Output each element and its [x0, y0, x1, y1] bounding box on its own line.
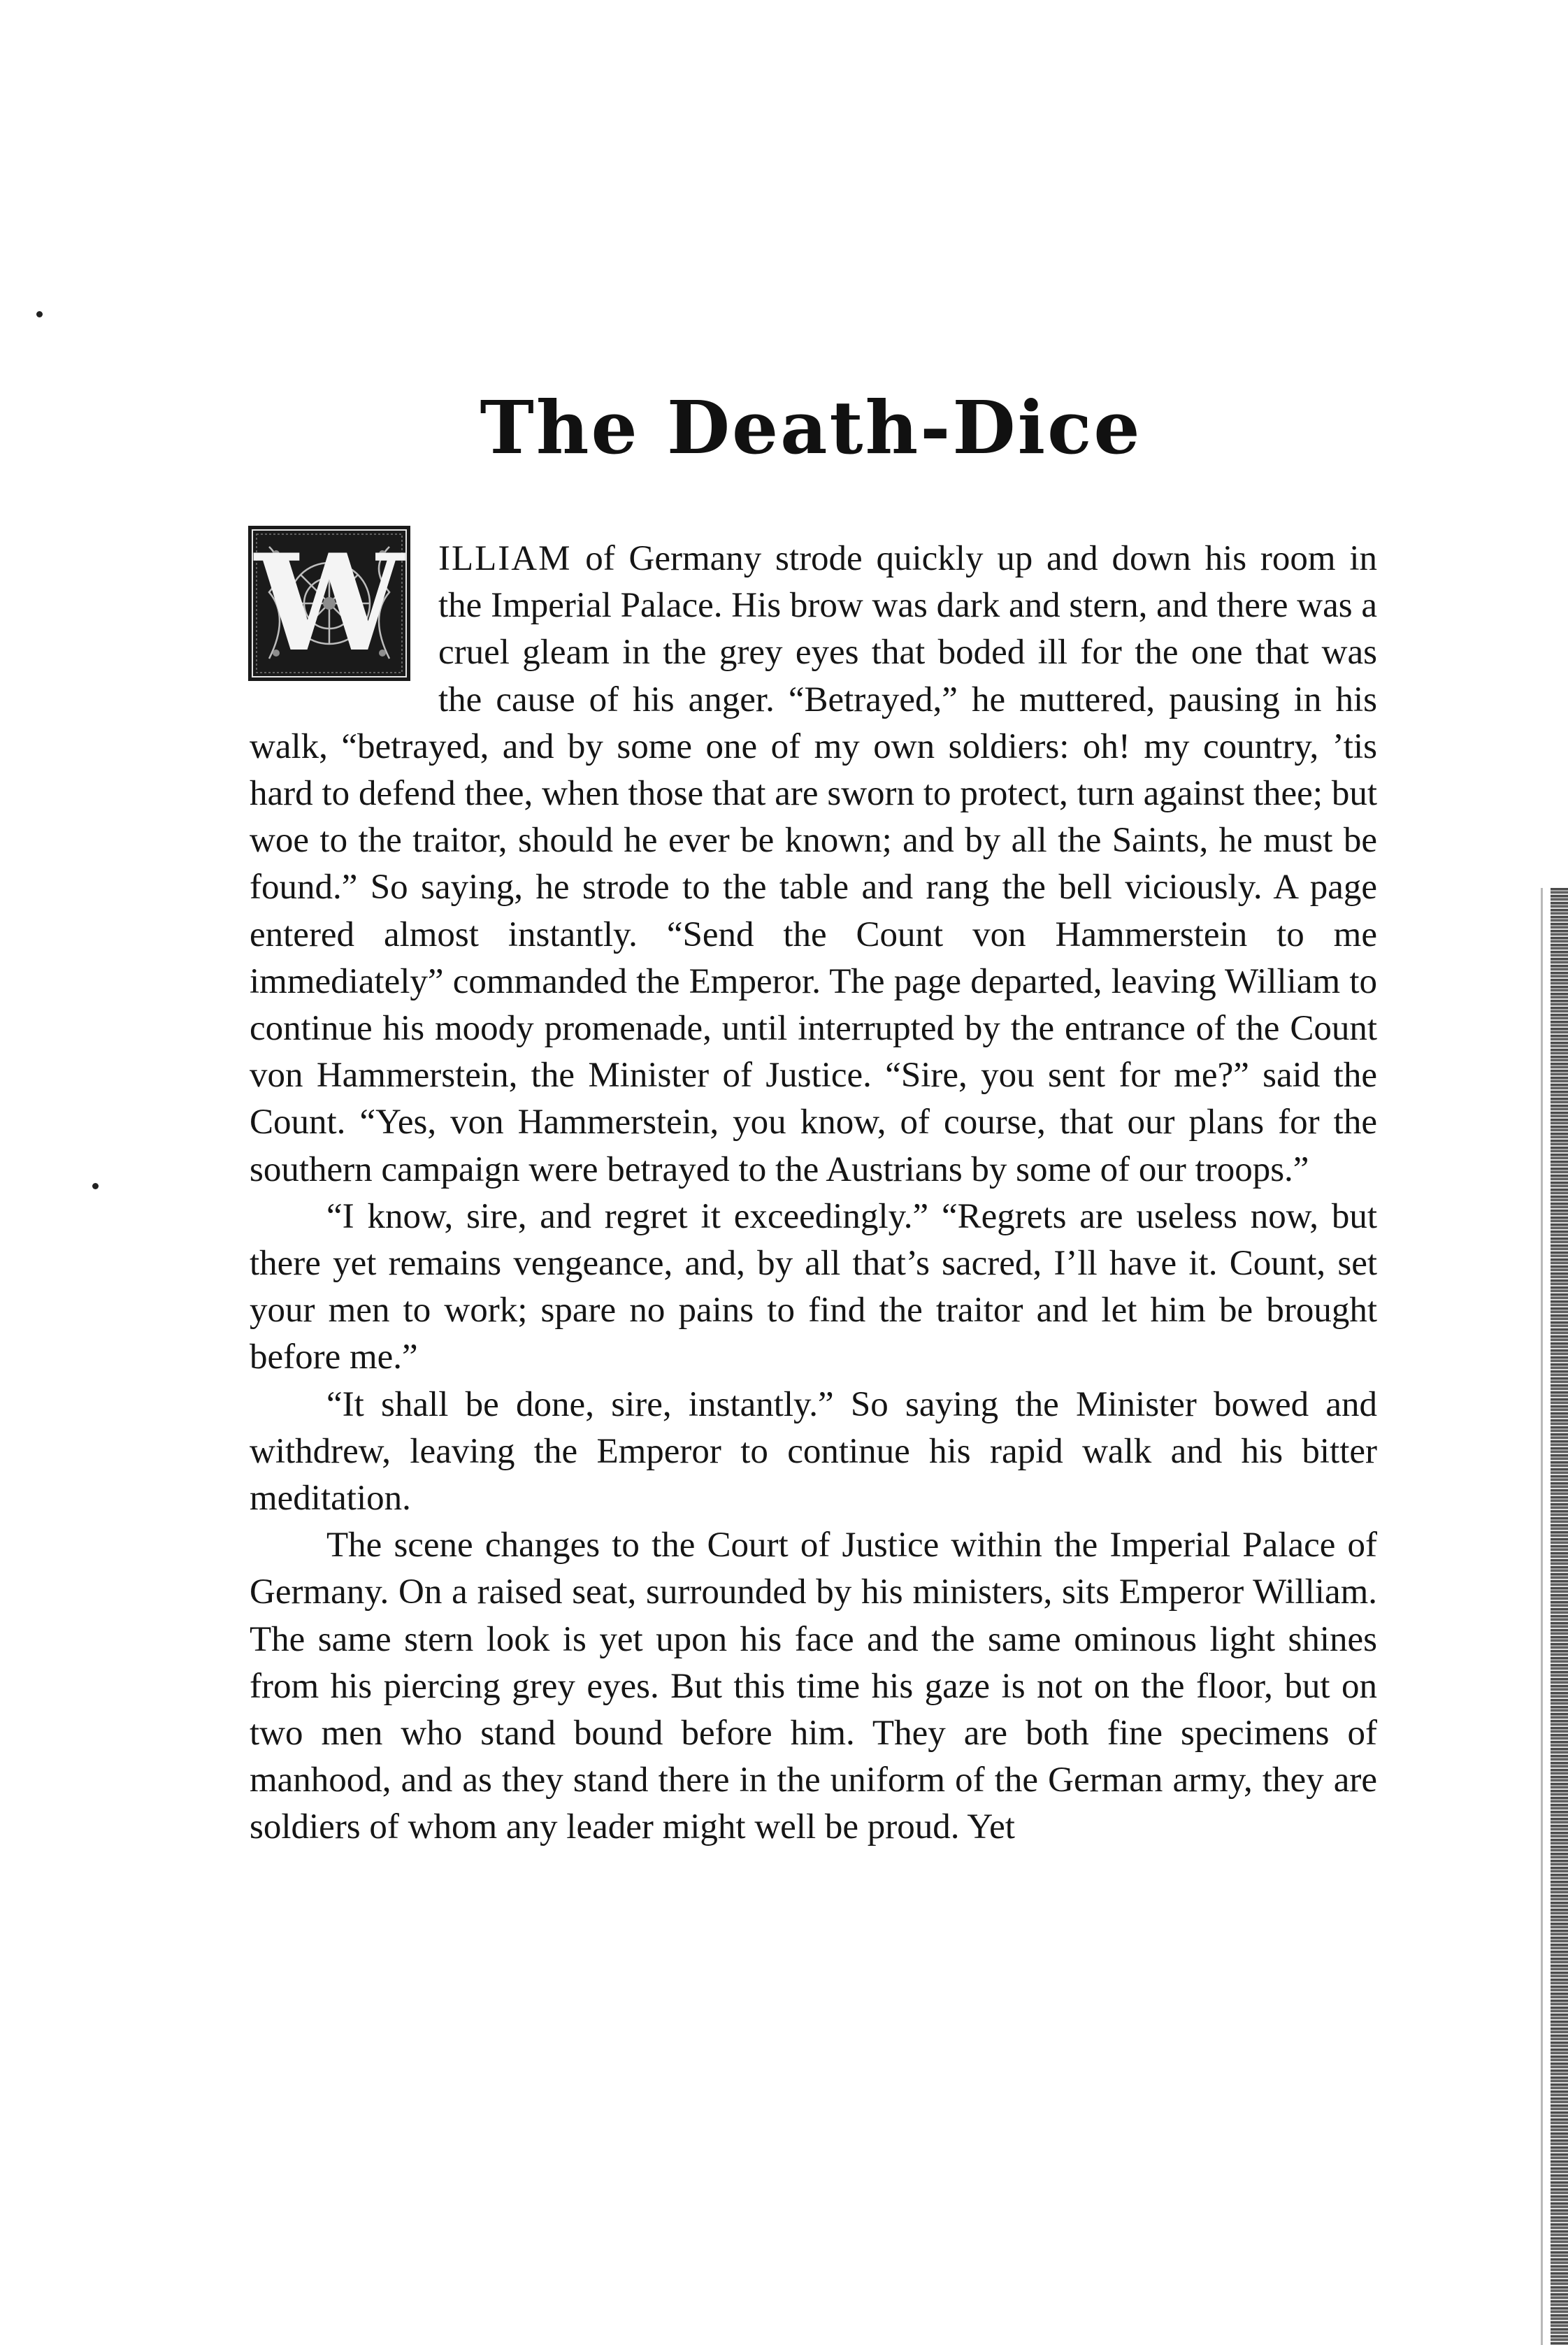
page-title: The Death-Dice [480, 385, 1142, 471]
paragraph-4: The scene changes to the Court of Justice within the Imperial Palace of Germany. On a raised seat, surrounded by his ministers, sits Emperor William. The same stern look is yet upon his face and the same ominous light shines from his piercing grey eyes. But this time his gaze is not on the floor, but on two men who stand bound before him. They are both fine specimens of manhood, and as they stand there in the uniform of the German army, they are soldiers of whom any leader might well be proud. Yet [250, 1526, 1377, 1847]
stray-ink-dot [36, 311, 43, 317]
paragraph-3: “It shall be done, sire, instantly.” So saying the Minister bowed and withdrew, leaving the Emperor to continue his rapid walk and his bitter meditation. [250, 1384, 1377, 1519]
body-text [250, 536, 1377, 1851]
paragraph-1-body: of Germany strode quickly up and down his room in the Imperial Palace. His brow was dark and stern, and there was a cruel gleam in the grey eyes that boded ill for the one that was the cause of his anger. “Betrayed,” he muttered, pausing in his walk, “betrayed, and by some one of my own soldiers: oh! my country, ’tis hard to defend thee, when those that are sworn to protect, turn against thee; but woe to the traitor, should he ever be known; and by all the Saints, he must be found.” So saying, he strode to the table and rang the bell viciously. A page entered almost instantly. “Send the Count von Hammerstein to me immediately” commanded the Emperor. The page departed, leaving William to continue his moody promenade, until interrupted by the entrance of the Count von Hammerstein, the Minister of Justice. “Sire, you sent for me?” said the Count. “Yes, von Hammerstein, you know, of course, that our plans for the southern campaign were betrayed to the Austrians by some of our troops.” [250, 539, 1377, 1189]
paragraph-1 [250, 536, 1377, 1193]
page-edge-scan-artifact [1551, 888, 1568, 2345]
drop-cap-letter: W [254, 525, 404, 681]
paragraph-1-lead: ILLIAM [438, 539, 572, 578]
paragraph-2: “I know, sire, and regret it exceedingly.” “Regrets are useless now, but there yet remains vengeance, and, by all that’s sacred, I’ll have it. Count, set your men to work; spare no pains to find the traitor and let him be brought before me.” [250, 1196, 1377, 1377]
stray-ink-dot [92, 1183, 99, 1189]
page-edge-line [1541, 888, 1543, 2345]
